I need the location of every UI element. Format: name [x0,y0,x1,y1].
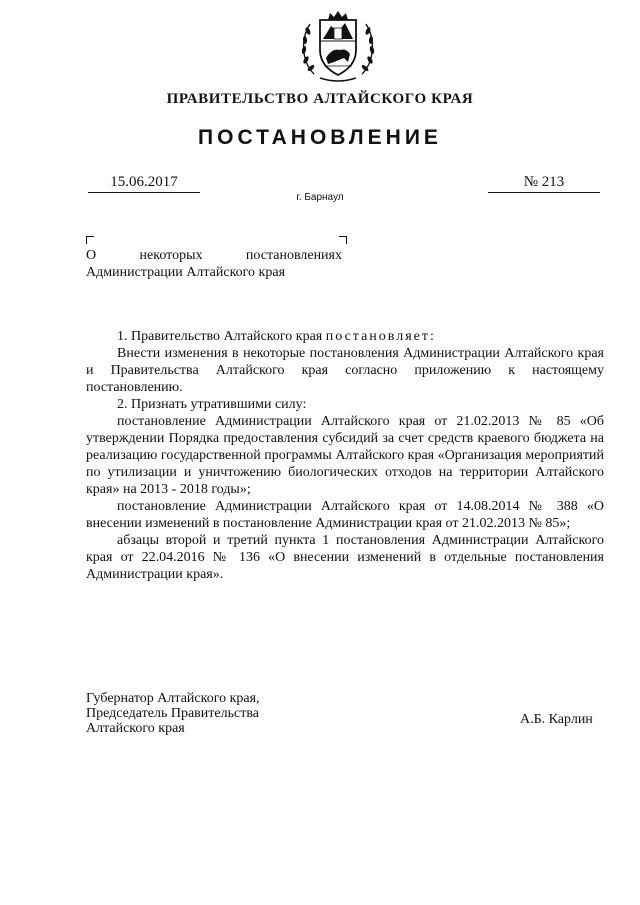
subject-corner-left-mark [86,236,94,244]
signer-position-line-1: Губернатор Алтайского края, [86,691,260,706]
body-paragraph-1-start: 1. Правительство Алтайского края [117,329,326,344]
document-date: 15.06.2017 [88,174,200,193]
body-paragraph-1-end: : [429,329,434,344]
body-paragraph-6: абзацы второй и третий пункта 1 постановления Администрации Алтайского края от 22.04.2016 № 136 «О внесении изменений в отдельные постановления Администрации края». [86,533,604,582]
subject-corner-right-mark [339,236,347,244]
government-title: ПРАВИТЕЛЬСТВО АЛТАЙСКОГО КРАЯ [166,91,474,107]
signer-position-line-3: Алтайского края [86,721,185,736]
signer-position [86,691,386,736]
document-type-title: ПОСТАНОВЛЕНИЕ [198,126,442,149]
altai-krai-coat-of-arms-icon [298,8,378,86]
document-city: г. Барнаул [296,192,344,203]
body-paragraph-3: 2. Признать утратившими силу: [117,397,307,412]
body-paragraph-4: постановление Администрации Алтайского края от 21.02.2013 № 85 «Об утверждении Порядка предоставления субсидий за счет средств краевого бюджета на реализацию государственной программы Алтайского края «Организация мероприятий по утилизации и уничтожению биологических отходов на территории Алтайского края» на 2013 - 2018 годы»; [86,414,604,497]
body-paragraph-2: Внести изменения в некоторые постановления Администрации Алтайского края и Правительства Алтайского края согласно приложению к настоящему постановлению. [86,346,604,395]
body-paragraph-5: постановление Администрации Алтайского края от 14.08.2014 № 388 «О внесении изменений в постановление Администрации края от 21.02.2013 № 85»; [86,499,604,531]
body-paragraph-1-spaced: постановляет [325,329,430,344]
signer-position-line-2: Председатель Правительства [86,706,259,721]
document-number: № 213 [488,174,600,193]
document-subject: О некоторых постановлениях Администрации Алтайского края [86,248,342,280]
body-paragraph-1 [86,328,604,345]
document-body [86,328,604,583]
signer-name: А.Б. Карлин [520,712,593,727]
